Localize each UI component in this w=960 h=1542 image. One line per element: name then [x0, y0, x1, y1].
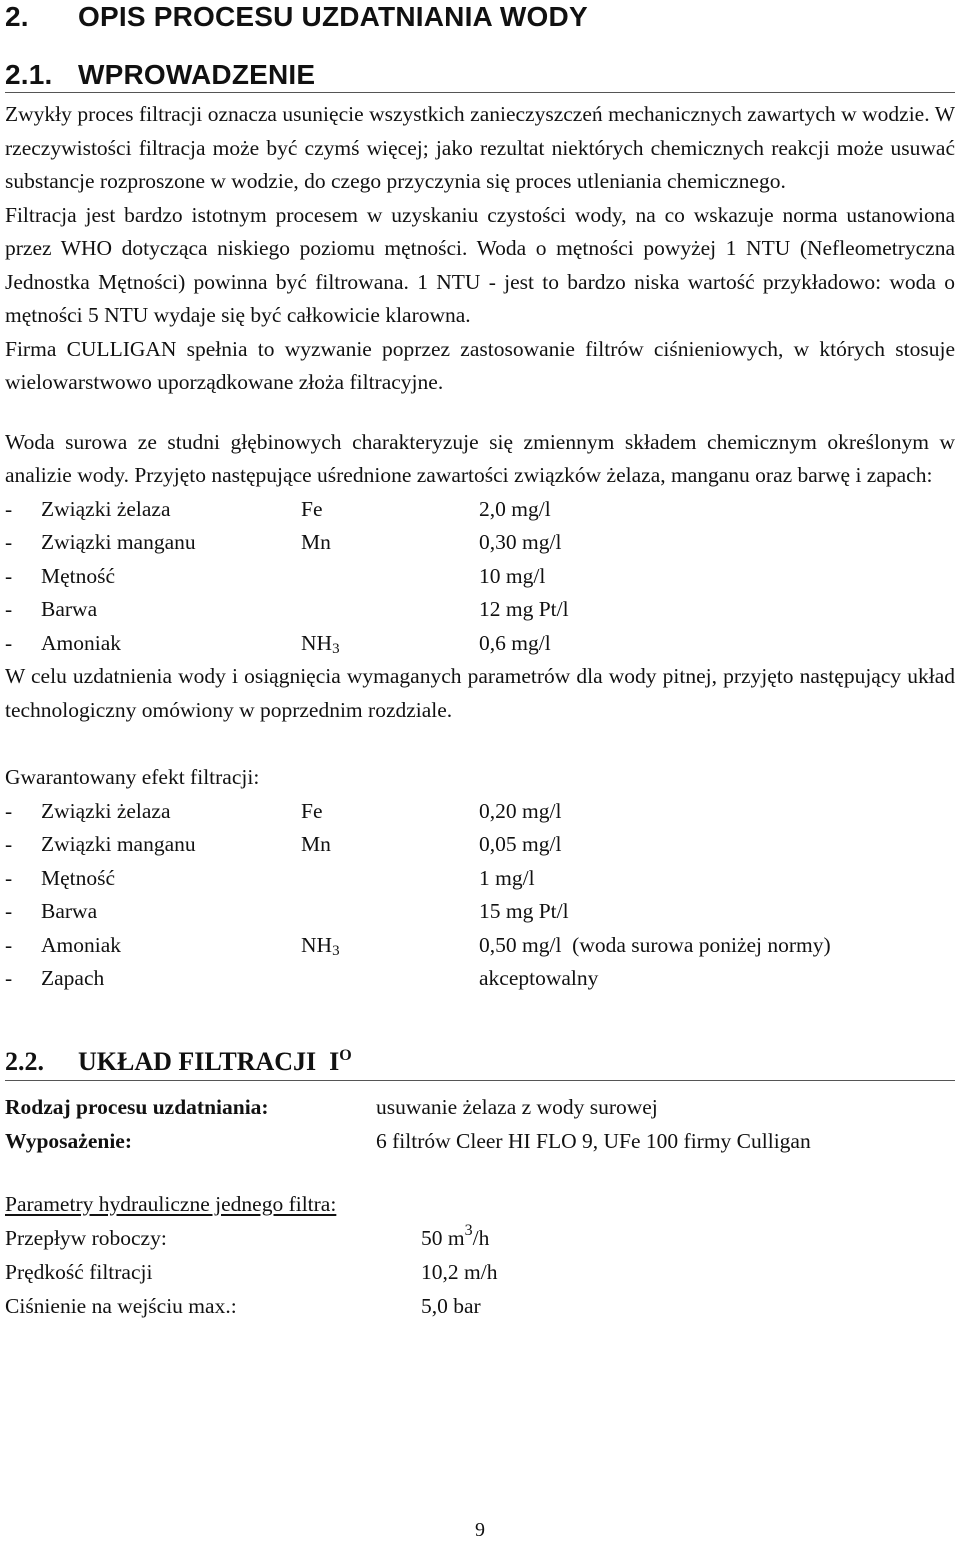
- list-item: - Mętność 10 mg/l: [5, 560, 955, 594]
- raw-water-list: [5, 493, 955, 661]
- parameter-symbol: [301, 560, 479, 594]
- parameter-value: 0,50 mg/l (woda surowa poniżej normy): [479, 932, 831, 957]
- list-item: - Mętność 1 mg/l: [5, 862, 955, 896]
- parameter-name: Mętność: [41, 865, 116, 890]
- list-item: - Amoniak $NH_3$ 0,50 mg/l (woda surowa poniżej normy): [5, 929, 955, 963]
- intro-paragraph-1: Zwykły proces filtracji oznacza usunięcie wszystkich zanieczyszczeń mechanicznych zawartych w wodzie. W rzeczywistości filtracja może być czymś więcej; jako rezultat niektórych chemicznych reakcji może usuwać substancje rozproszone w wodzie, do czego przyczynia się proces utleniania chemicznego.: [5, 102, 955, 193]
- parameter-symbol: $NH_3$: [301, 932, 340, 959]
- parameter-name: Mętność: [41, 563, 116, 588]
- parameter-value: 0,6 mg/l: [479, 630, 551, 655]
- parameter-value: 0,30 mg/l: [479, 530, 562, 554]
- parameter-symbol: [301, 862, 479, 896]
- section-heading-2-2: [5, 1046, 955, 1078]
- intro-paragraph-2: Filtracja jest bardzo istotnym procesem w uzyskaniu czystości wody, na co wskazuje norma ustanowiona przez WHO dotycząca niskiego poziomu mętności. Woda o mętności powyżej 1 NTU (Nefleometryczna Jednostka Mętności) powinna być filtrowana. 1 NTU - jest to bardzo niska wartość przykładowo: woda o mętności 5 NTU wydaje się być całkowicie klarowna.: [5, 202, 955, 327]
- parameter-name: Amoniak: [41, 932, 122, 957]
- field-label: Przepływ roboczy:: [5, 1226, 167, 1250]
- parameter-symbol: $NH_3$: [301, 630, 340, 657]
- field-label: Rodzaj procesu uzdatniania:: [5, 1094, 269, 1119]
- list-item: - Związki żelaza Fe 2,0 mg/l: [5, 493, 955, 527]
- parameter-name: Zapach: [41, 966, 105, 990]
- section-title: OPIS PROCESU UZDATNIANIA WODY: [78, 1, 588, 32]
- hydraulic-title: Parametry hydrauliczne jednego filtra:: [5, 1191, 337, 1216]
- field-value: 10,2 m/h: [421, 1260, 498, 1284]
- process-type-row: [5, 1090, 955, 1124]
- parameter-symbol: Fe: [301, 496, 323, 521]
- section-title: UKŁAD FILTRACJI $I^O$: [78, 1046, 352, 1076]
- parameter-symbol: Fe: [301, 798, 323, 823]
- parameter-value: 15 mg Pt/l: [479, 899, 569, 923]
- parameter-name: Barwa: [41, 899, 98, 923]
- field-value: usuwanie żelaza z wody surowej: [376, 1094, 658, 1119]
- field-value: 6 filtrów Cleer HI FLO 9, UFe 100 firmy Culligan: [376, 1128, 811, 1153]
- parameter-name: Związki manganu: [41, 832, 196, 856]
- list-item: - Zapach akceptowalny: [5, 962, 955, 996]
- parameter-name: Barwa: [41, 597, 98, 621]
- parameter-symbol: Mn: [301, 832, 331, 856]
- page-number: 9: [475, 1519, 485, 1541]
- intro-paragraph-3: Firma CULLIGAN spełnia to wyzwanie poprzez zastosowanie filtrów ciśnieniowych, w których stosuje wielowarstwowo uporządkowane złoża filtracyjne.: [5, 336, 955, 394]
- parameter-symbol: Mn: [301, 530, 331, 554]
- list-item: - Amoniak $NH_3$ 0,6 mg/l: [5, 627, 955, 661]
- section-number: 2.2.: [5, 1046, 44, 1076]
- section-number: 2.: [5, 1, 29, 32]
- guaranteed-title: Gwarantowany efekt filtracji:: [5, 765, 260, 789]
- parameter-name: Związki manganu: [41, 530, 196, 554]
- parameter-name: Związki żelaza: [41, 496, 171, 521]
- parameter-value: 1 mg/l: [479, 865, 535, 890]
- parameter-value: 12 mg Pt/l: [479, 597, 569, 621]
- parameter-value: 0,20 mg/l: [479, 798, 562, 823]
- list-item: - Związki manganu Mn 0,05 mg/l: [5, 828, 955, 862]
- equipment-row: [5, 1124, 955, 1158]
- section-title: WPROWADZENIE: [78, 59, 316, 90]
- list-item: - Związki żelaza Fe 0,20 mg/l: [5, 795, 955, 829]
- list-item: - Związki manganu Mn 0,30 mg/l: [5, 526, 955, 560]
- field-label: Wyposażenie:: [5, 1128, 132, 1153]
- parameter-value: akceptowalny: [479, 966, 599, 990]
- field-value: 5,0 bar: [421, 1294, 481, 1318]
- list-item: - Barwa 15 mg Pt/l: [5, 895, 955, 929]
- list-item: - Barwa 12 mg Pt/l: [5, 593, 955, 627]
- parameter-name: Związki żelaza: [41, 798, 171, 823]
- section-heading-2: [5, 0, 955, 42]
- parameter-value: 10 mg/l: [479, 563, 546, 588]
- document-page: [5, 0, 955, 1323]
- speed-row: [5, 1255, 955, 1289]
- parameter-value: 2,0 mg/l: [479, 496, 551, 521]
- field-value: 50 $m^3/h$: [421, 1222, 490, 1250]
- flow-row: [5, 1221, 955, 1255]
- raw-water-paragraph: Woda surowa ze studni głębinowych charakteryzuje się zmiennym składem chemicznym określonym w analizie wody. Przyjęto następujące uśrednione zawartości związków żelaza, manganu oraz barwę i zapach:: [5, 429, 955, 487]
- technology-paragraph: W celu uzdatnienia wody i osiągnięcia wymaganych parametrów dla wody pitnej, przyjęto następujący układ technologiczny omówiony w poprzednim rozdziale.: [5, 664, 955, 722]
- parameter-symbol: [301, 895, 479, 929]
- section-number: 2.1.: [5, 59, 53, 90]
- pressure-row: [5, 1289, 955, 1323]
- field-label: Prędkość filtracji: [5, 1260, 153, 1284]
- guaranteed-list: [5, 795, 955, 996]
- section-heading-2-1: [5, 42, 955, 88]
- parameter-symbol: [301, 962, 479, 996]
- field-label: Ciśnienie na wejściu max.:: [5, 1294, 237, 1318]
- parameter-name: Amoniak: [41, 630, 122, 655]
- parameter-symbol: [301, 593, 479, 627]
- parameter-value: 0,05 mg/l: [479, 832, 562, 856]
